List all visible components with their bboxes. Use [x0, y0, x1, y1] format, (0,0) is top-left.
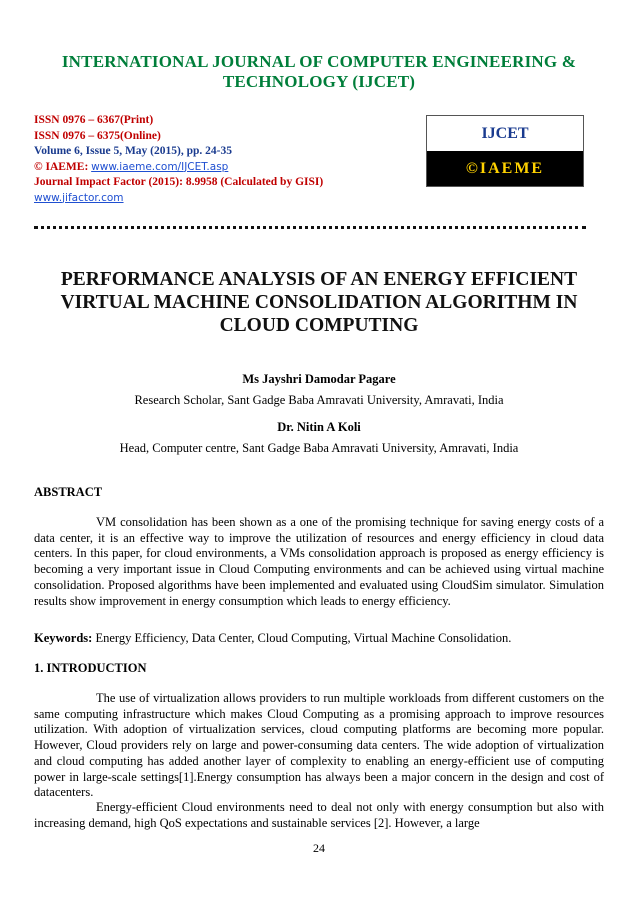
jifactor-link[interactable]: www.jifactor.com: [34, 191, 124, 204]
intro-heading: 1. INTRODUCTION: [34, 661, 147, 675]
impact-factor: Journal Impact Factor (2015): 8.9958 (Calculated by GISI): [34, 176, 324, 188]
keywords-label: Keywords:: [34, 631, 93, 645]
author-1-affiliation: Research Scholar, Sant Gadge Baba Amravati University, Amravati, India: [134, 393, 504, 407]
iaeme-label: © IAEME:: [34, 160, 89, 173]
volume-info: Volume 6, Issue 5, May (2015), pp. 24-35: [34, 145, 232, 157]
ijcet-logo: [426, 115, 584, 187]
journal-info: [34, 113, 323, 206]
intro-paragraph-2: Energy-efficient Cloud environments need to deal not only with energy consumption but also with increasing demand, high QoS expectations and sustainable services [2]. However, a large: [34, 800, 604, 830]
iaeme-link[interactable]: www.iaeme.com/IJCET.asp: [91, 160, 229, 173]
journal-title: INTERNATIONAL JOURNAL OF COMPUTER ENGINEERING & TECHNOLOGY (IJCET): [61, 52, 577, 91]
logo-bottom-text: ©IAEME: [427, 151, 583, 186]
author-2-name: Dr. Nitin A Koli: [277, 420, 361, 434]
issn-print: ISSN 0976 – 6367(Print): [34, 114, 154, 126]
keywords-text: Energy Efficiency, Data Center, Cloud Computing, Virtual Machine Consolidation.: [92, 631, 512, 645]
abstract-text: VM consolidation has been shown as a one of the promising technique for saving energy costs of a data center, it is an effective way to improve the utilization of resources and energy efficiency in cloud data centers. In this paper, for cloud environments, a VMs consolidation approach is proposed as energy efficiency is becoming a very important issue in Cloud Computing environments and can be achieved using virtual machine consolidation. Proposed algorithms have been implemented and evaluated using CloudSim simulator. Simulation results show improvement in energy consumption which leads to energy efficiency.: [34, 515, 604, 608]
dotted-divider: [34, 226, 586, 229]
paper-title: PERFORMANCE ANALYSIS OF AN ENERGY EFFICIENT VIRTUAL MACHINE CONSOLIDATION ALGORITHM IN CLOUD COMPUTING: [60, 269, 578, 336]
author-1-name: Ms Jayshri Damodar Pagare: [242, 372, 396, 386]
intro-paragraph-1: The use of virtualization allows providers to run multiple workloads from different customers on the same computing infrastructure which makes Cloud Computing as a promising approach to improve resources utilization. With adoption of virtualization services, cloud computing platforms are becoming more popular. However, Cloud providers rely on large and power-consuming data centers. The wide adoption of virtualization and cloud computing has added another layer of complexity to enabling an energy-efficient use of computing power in large-scale settings[1].Energy consumption has always been a major concern in the design and cost of datacenters.: [34, 691, 604, 800]
keywords: [34, 631, 604, 647]
logo-top-text: IJCET: [427, 116, 583, 151]
page-number: 24: [313, 841, 325, 855]
iaeme-line: [34, 160, 323, 176]
issn-online: ISSN 0976 – 6375(Online): [34, 129, 161, 142]
author-2-affiliation: Head, Computer centre, Sant Gadge Baba Amravati University, Amravati, India: [119, 441, 519, 455]
abstract-heading: ABSTRACT: [34, 485, 103, 499]
